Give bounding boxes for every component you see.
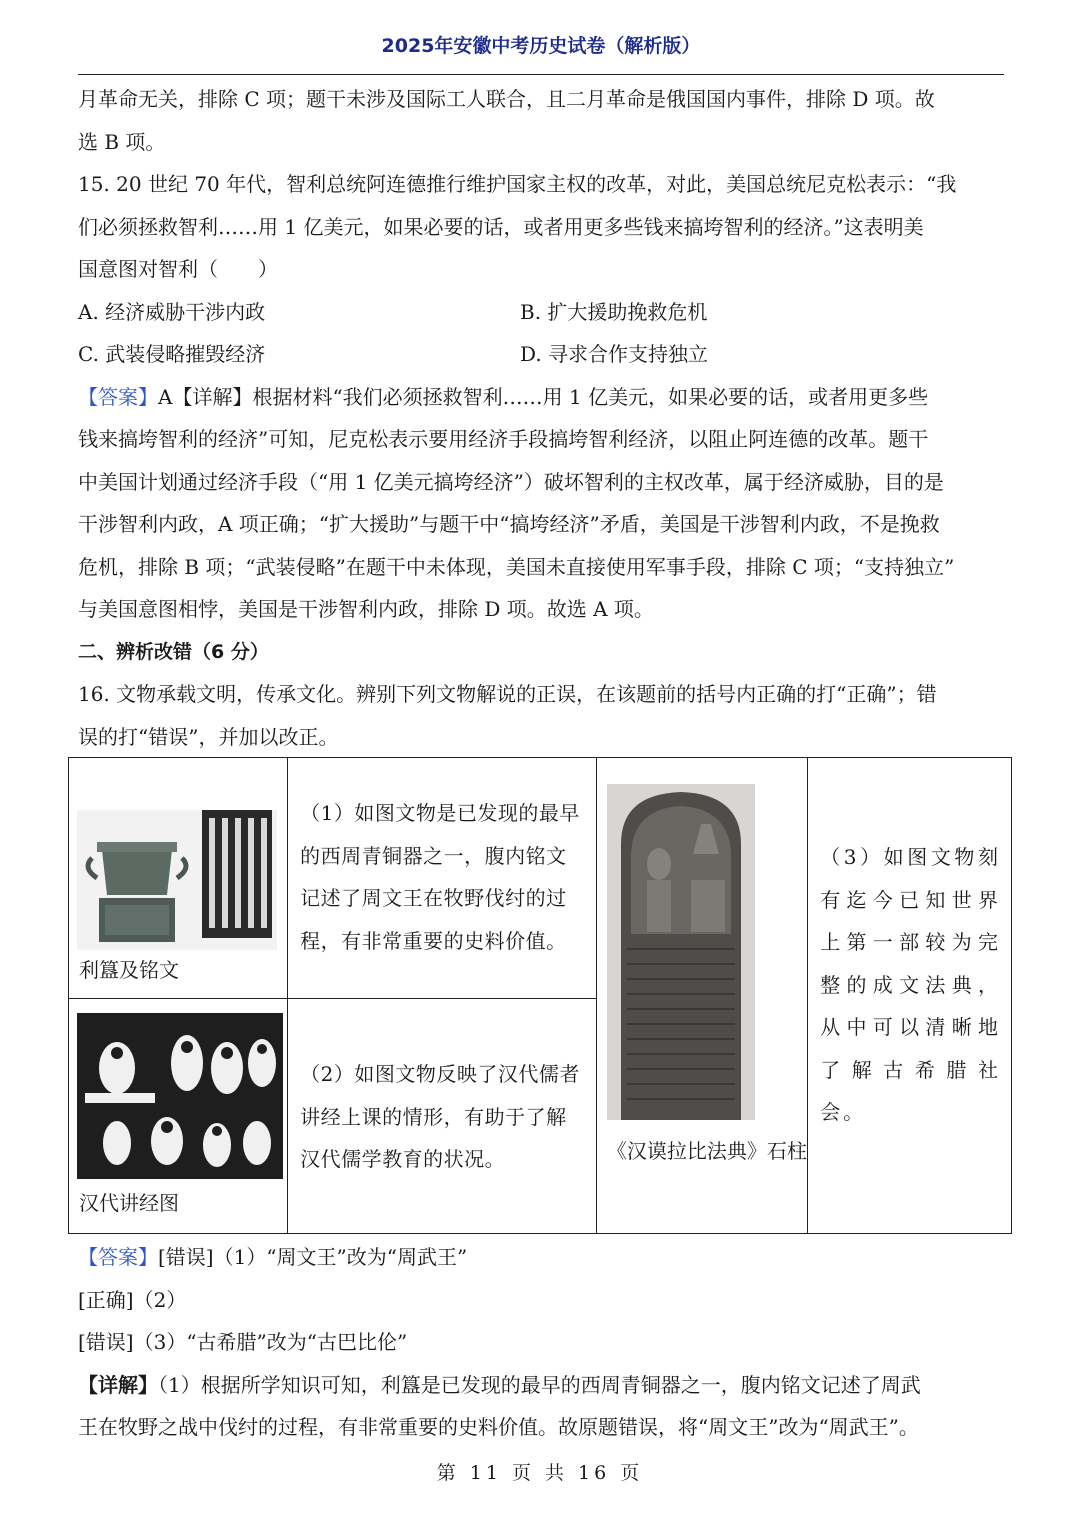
q15-analysis: 【答案】A【详解】根据材料“我们必须拯救智利……用 1 亿美元，如果必要的话，或者用更多些 bbox=[78, 384, 929, 409]
relic2-caption: 汉代讲经图 bbox=[79, 1191, 179, 1215]
bronze-gui-image bbox=[77, 810, 277, 950]
q16-stem: 误的打“错误”，并加以改正。 bbox=[78, 724, 339, 749]
answer-line: 【答案】[错误]（1）“周文王”改为“周武王” bbox=[78, 1245, 468, 1269]
intro-line: 选 B 项。 bbox=[78, 129, 166, 154]
main-content bbox=[78, 78, 1004, 758]
q16-stem: 16. 文物承载文明，传承文化。辨别下列文物解说的正误，在该题前的括号内正确的打“正确”；错 bbox=[78, 682, 937, 706]
detail-tag: 【详解】 bbox=[78, 1372, 158, 1397]
relic3-cell bbox=[596, 758, 807, 1234]
hammurabi-stele-image bbox=[607, 784, 755, 1120]
detail-line: 【详解】（1）根据所学知识可知，利簋是已发现的最早的西周青铜器之一，腹内铭文记述了周武 bbox=[78, 1372, 921, 1397]
answer-tag: 【答案】 bbox=[78, 384, 158, 409]
q15-analysis: 与美国意图相悖，美国是干涉智利内政，排除 D 项。故选 A 项。 bbox=[78, 597, 654, 621]
q15-options bbox=[78, 291, 1004, 376]
intro-line: 月革命无关，排除 C 项；题干未涉及国际工人联合，且二月革命是俄国国内事件，排除 D 项。故 bbox=[78, 87, 935, 111]
option-d: D. 寻求合作支持独立 bbox=[520, 342, 709, 366]
relic1-caption: 利簋及铭文 bbox=[79, 958, 179, 982]
q15-analysis: 干涉智利内政，A 项正确；“扩大援助”与题干中“搞垮经济”矛盾，美国是干涉智利内政，不是挽救 bbox=[78, 512, 940, 536]
page-footer: 第 11 页 共 16 页 bbox=[436, 1462, 644, 1484]
detail-line: 王在牧野之战中伐纣的过程，有非常重要的史料价值。故原题错误，将“周文王”改为“周武王”。 bbox=[78, 1415, 919, 1439]
option-c: C. 武装侵略摧毁经济 bbox=[78, 342, 266, 366]
relic2-cell bbox=[69, 999, 288, 1234]
q16-answers bbox=[78, 1236, 1004, 1449]
document-title: 2025年安徽中考历史试卷（解析版） bbox=[381, 35, 701, 57]
relic3-desc: （3）如图文物刻有迄今已知世界上第一部较为完整的成文法典，从中可以清晰地了解古希腊社会。 bbox=[808, 758, 1012, 1234]
relic1-desc: （1）如图文物是已发现的最早的西周青铜器之一，腹内铭文记述了周文王在牧野伐纣的过程，有非常重要的史料价值。 bbox=[288, 758, 597, 999]
q15-analysis: 钱来搞垮智利的经济”可知，尼克松表示要用经济手段搞垮智利经济，以阻止阿连德的改革。题干 bbox=[78, 427, 929, 451]
q15-stem: 们必须拯救智利……用 1 亿美元，如果必要的话，或者用更多些钱来搞垮智利的经济。”这表明美 bbox=[78, 214, 924, 239]
q15-stem: 国意图对智利（ ） bbox=[78, 257, 278, 281]
relic3-caption: 《汉谟拉比法典》石柱 bbox=[606, 1139, 807, 1163]
relics-table bbox=[68, 757, 1012, 1234]
q15-analysis: 危机，排除 B 项；“武装侵略”在题干中未体现，美国未直接使用军事手段，排除 C 项；“支持独立” bbox=[78, 554, 955, 579]
answer-line: [错误]（3）“古希腊”改为“古巴比伦” bbox=[78, 1330, 408, 1354]
page-header bbox=[78, 30, 1004, 75]
q15-analysis: 中美国计划通过经济手段（“用 1 亿美元搞垮经济”）破坏智利的主权改革，属于经济威胁，目的是 bbox=[78, 469, 944, 494]
han-lecture-rubbing-image bbox=[77, 1013, 283, 1179]
answer-tag: 【答案】 bbox=[78, 1245, 158, 1269]
option-b: B. 扩大援助挽救危机 bbox=[520, 299, 708, 324]
section-title: 二、辨析改错（6 分） bbox=[78, 640, 269, 663]
answer-line: [正确]（2） bbox=[78, 1287, 187, 1312]
relic2-desc: （2）如图文物反映了汉代儒者讲经上课的情形，有助于了解汉代儒学教育的状况。 bbox=[288, 999, 597, 1234]
relic1-cell bbox=[69, 758, 288, 999]
q15-stem: 15. 20 世纪 70 年代，智利总统阿连德推行维护国家主权的改革，对此，美国总统尼克松表示：“我 bbox=[78, 172, 957, 196]
option-a: A. 经济威胁干涉内政 bbox=[78, 299, 266, 324]
